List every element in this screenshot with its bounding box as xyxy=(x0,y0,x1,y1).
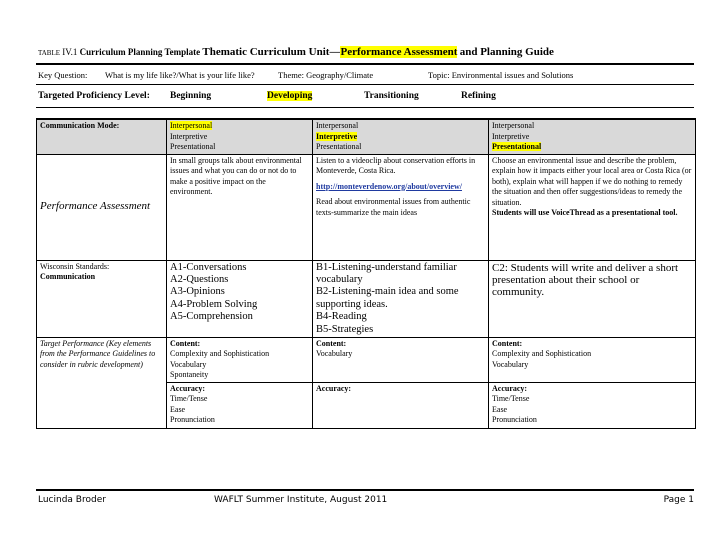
target-performance-label: Target Performance (Key elements from the Performance Guidelines to consider in rubric development) xyxy=(37,337,167,428)
content-heading-2: Content: xyxy=(316,338,347,348)
mode-cell-3 xyxy=(489,119,696,154)
title-rule xyxy=(36,63,694,65)
standard-a3: A3-Opinions xyxy=(170,286,225,298)
standards-interpersonal xyxy=(167,260,313,337)
content-cell-2 xyxy=(313,337,489,382)
unit-title: Thematic Curriculum Unit— xyxy=(202,46,341,58)
level-developing: Developing xyxy=(267,91,313,101)
standard-b5: B5-Strategies xyxy=(316,323,374,335)
footer-event: WAFLT Summer Institute, August 2011 xyxy=(214,495,388,505)
standard-b2: B2-Listening-main idea and some supporting ideas. xyxy=(316,286,459,310)
standard-b1: B1-Listening-understand familiar vocabulary xyxy=(316,261,457,285)
planning-table xyxy=(36,118,696,429)
standards-label-cell xyxy=(37,260,167,337)
content-cell-3 xyxy=(489,337,696,382)
monteverde-link[interactable]: http://monteverdenow.org/about/overview/ xyxy=(316,181,462,191)
mode-presentational-2: Presentational xyxy=(316,142,362,151)
voicethread-note: Students will use VoiceThread as a presentational tool. xyxy=(492,208,678,217)
presentational-task-cell xyxy=(489,154,696,260)
accuracy-tense-1: Time/Tense xyxy=(170,394,208,404)
standards-interpretive xyxy=(313,260,489,337)
mode-interpersonal-1: Interpersonal xyxy=(170,121,213,130)
standards-row xyxy=(37,260,696,337)
communication-mode-row xyxy=(37,119,696,154)
mode-interpersonal-2: Interpersonal xyxy=(316,121,359,130)
mode-interpretive-1: Interpretive xyxy=(170,131,208,141)
interpretive-task-listen: Listen to a videoclip about conservation efforts in Monteverde, Costa Rica. xyxy=(316,155,476,175)
key-question-value: What is my life like?/What is your life like? xyxy=(105,70,255,80)
footer-rule xyxy=(36,489,694,491)
mode-presentational-3: Presentational xyxy=(492,142,542,151)
standard-a1: A1-Conversations xyxy=(170,261,247,273)
footer-page-number: Page 1 xyxy=(663,495,694,505)
accuracy-ease-1: Ease xyxy=(170,404,186,414)
interpretive-task-read: Read about environmental issues from authentic texts-summarize the main ideas xyxy=(316,197,471,217)
content-heading-1: Content: xyxy=(170,338,201,348)
mode-cell-2 xyxy=(313,119,489,154)
accuracy-heading-3: Accuracy: xyxy=(492,383,528,393)
accuracy-cell-1 xyxy=(167,382,313,428)
communication-mode-label: Communication Mode: xyxy=(37,119,167,154)
content-spontaneity-1: Spontaneity xyxy=(170,370,209,380)
proficiency-label: Targeted Proficiency Level: xyxy=(38,91,150,101)
accuracy-ease-3: Ease xyxy=(492,404,508,414)
footer-author: Lucinda Broder xyxy=(38,495,106,505)
level-refining: Refining xyxy=(461,91,496,101)
content-complexity-1: Complexity and Sophistication xyxy=(170,349,270,359)
key-question-label: Key Question: xyxy=(38,70,88,80)
standard-a4: A4-Problem Solving xyxy=(170,298,258,310)
accuracy-tense-3: Time/Tense xyxy=(492,394,530,404)
content-vocabulary-1: Vocabulary xyxy=(170,359,207,369)
accuracy-cell-3 xyxy=(489,382,696,428)
performance-assessment-label-cell xyxy=(37,154,167,260)
accuracy-pronunciation-1: Pronunciation xyxy=(170,415,215,425)
table-number: IV.1 xyxy=(62,47,78,57)
accuracy-heading-2: Accuracy: xyxy=(316,383,352,393)
target-performance-row xyxy=(37,337,696,382)
assessment-title: Performance Assessment xyxy=(340,46,458,58)
accuracy-pronunciation-3: Pronunciation xyxy=(492,415,537,425)
presentational-task: Choose an environmental issue and describe the problem, explain how it impacts either your local area or Costa Rica (or both), explain what will happen if we do nothing to remedy the situation and then offer suggestions/ideas to remedy the situation. xyxy=(492,155,692,207)
template-name: Curriculum Planning Template xyxy=(79,47,201,57)
standards-sublabel: Communication xyxy=(40,272,96,281)
mode-cell-1 xyxy=(167,119,313,154)
key-rule xyxy=(36,84,694,85)
interpretive-task-cell xyxy=(313,154,489,260)
level-beginning: Beginning xyxy=(170,91,212,101)
interpersonal-task: In small groups talk about environmental issues and what you can do or not do to make a positive impact on the environment. xyxy=(167,154,313,260)
content-vocabulary-3: Vocabulary xyxy=(492,359,529,369)
guide-title: and Planning Guide xyxy=(459,46,554,58)
content-cell-1 xyxy=(167,337,313,382)
accuracy-heading-1: Accuracy: xyxy=(170,383,206,393)
mode-interpersonal-3: Interpersonal xyxy=(492,121,535,130)
table-word: TABLE xyxy=(38,49,60,57)
standards-presentational: C2: Students will write and deliver a short presentation about their school or community. xyxy=(489,260,696,337)
proficiency-rule xyxy=(36,107,694,108)
mode-interpretive-2: Interpretive xyxy=(316,131,358,141)
topic-text: Topic: Environmental issues and Solutions xyxy=(428,70,574,80)
standard-b4: B4-Reading xyxy=(316,311,367,323)
performance-assessment-label: Performance Assessment xyxy=(40,200,151,213)
content-heading-3: Content: xyxy=(492,338,523,348)
accuracy-cell-2 xyxy=(313,382,489,428)
document-title xyxy=(38,46,554,58)
standards-label: Wisconsin Standards: xyxy=(40,261,110,271)
standard-a5: A5-Comprehension xyxy=(170,311,253,323)
theme-text: Theme: Geography/Climate xyxy=(278,70,374,80)
content-vocabulary-2: Vocabulary xyxy=(316,349,353,359)
performance-assessment-row xyxy=(37,154,696,260)
mode-presentational-1: Presentational xyxy=(170,142,216,151)
mode-interpretive-3: Interpretive xyxy=(492,131,530,141)
content-complexity-3: Complexity and Sophistication xyxy=(492,349,592,359)
level-transitioning: Transitioning xyxy=(364,91,419,101)
standard-a2: A2-Questions xyxy=(170,273,229,285)
